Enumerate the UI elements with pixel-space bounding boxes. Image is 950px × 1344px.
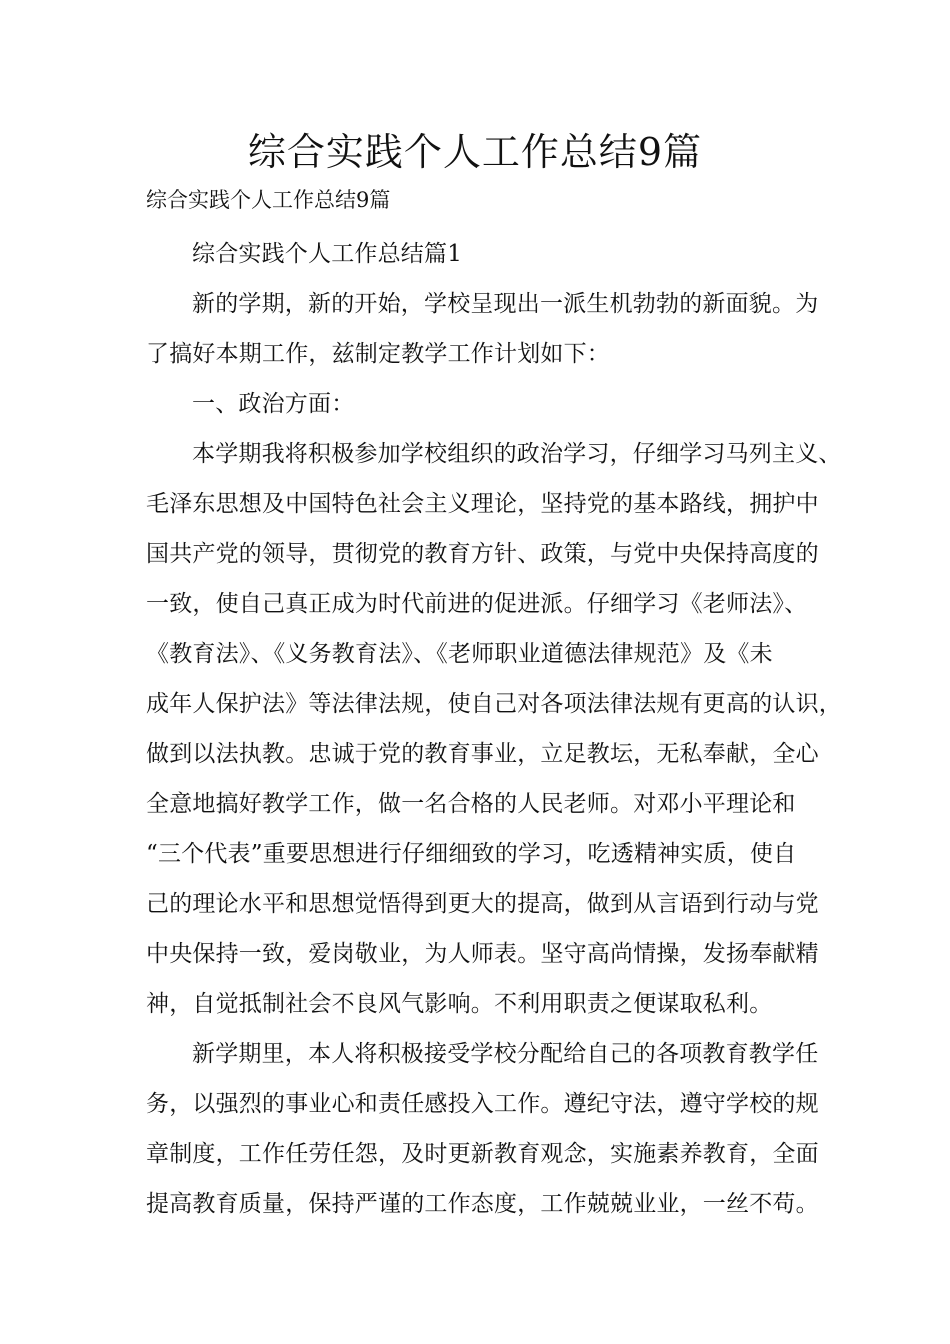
paragraph-line: 务，以强烈的事业心和责任感投入工作。遵纪守法，遵守学校的规 (146, 1091, 819, 1117)
section-heading: 综合实践个人工作总结篇1 (192, 241, 463, 267)
section-heading: 一、政治方面： (192, 391, 355, 417)
paragraph-line: 毛泽东思想及中国特色社会主义理论，坚持党的基本路线，拥护中 (146, 491, 819, 517)
paragraph-line: 了搞好本期工作，兹制定教学工作计划如下： (146, 341, 610, 367)
paragraph-line: 新学期里，本人将积极接受学校分配给自己的各项教育教学任 (192, 1041, 819, 1067)
paragraph-line: 全意地搞好教学工作，做一名合格的人民老师。对邓小平理论和 (146, 791, 796, 817)
paragraph-line: 中央保持一致，爱岗敬业，为人师表。坚守高尚情操，发扬奉献精 (146, 941, 819, 967)
paragraph-line: 本学期我将积极参加学校组织的政治学习，仔细学习马列主义、 (192, 441, 842, 467)
paragraph-line: 新的学期，新的开始，学校呈现出一派生机勃勃的新面貌。为 (192, 291, 819, 317)
paragraph-line: 一致，使自己真正成为时代前进的促进派。仔细学习《老师法》、 (146, 591, 808, 617)
paragraph-line: 成年人保护法》等法律法规，使自己对各项法律法规有更高的认识， (146, 691, 842, 717)
paragraph-line: 提高教育质量，保持严谨的工作态度，工作兢兢业业，一丝不苟。 (146, 1191, 819, 1217)
paragraph-line: 《教育法》、《义务教育法》、《老师职业道德法律规范》及《未 (146, 641, 773, 667)
document-subtitle: 综合实践个人工作总结9篇 (146, 188, 391, 212)
paragraph-line: 章制度，工作任劳任怨，及时更新教育观念，实施素养教育，全面 (146, 1141, 819, 1167)
paragraph-line: “三个代表”重要思想进行仔细细致的学习，吃透精神实质，使自 (146, 841, 797, 867)
paragraph-line: 己的理论水平和思想觉悟得到更大的提高，做到从言语到行动与党 (146, 891, 819, 917)
paragraph-line: 国共产党的领导，贯彻党的教育方针、政策，与党中央保持高度的 (146, 541, 819, 567)
paragraph-line: 神，自觉抵制社会不良风气影响。不利用职责之便谋取私利。 (146, 991, 773, 1017)
paragraph-line: 做到以法执教。忠诚于党的教育事业，立足教坛，无私奉献，全心 (146, 741, 819, 767)
document-title: 综合实践个人工作总结9篇 (247, 130, 703, 174)
